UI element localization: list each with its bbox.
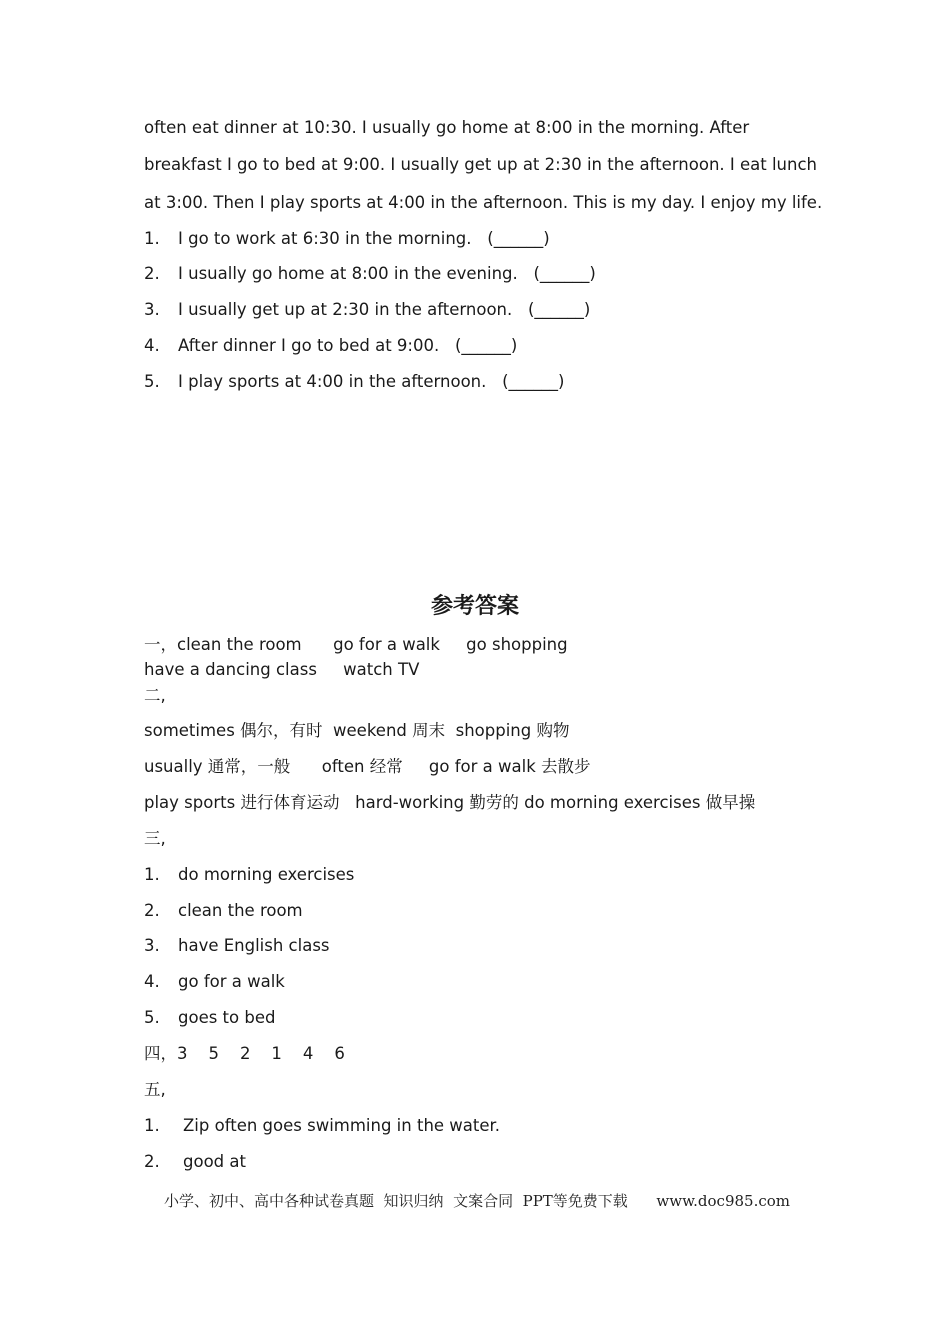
question-text: I usually go home at 8:00 in the evening. (______) [178,264,596,283]
item-text: clean the room [178,901,303,920]
question-number: 5. [144,372,160,391]
item-number: 2. [144,1152,160,1171]
item-text: have English class [178,936,330,955]
section5-item [144,1115,500,1137]
question-number: 4. [144,336,160,355]
item-text: go for a walk [178,972,285,991]
section1-line: have a dancing class watch TV [144,660,420,679]
question-number: 2. [144,264,160,283]
question-item [144,228,550,250]
question-number: 1. [144,229,160,248]
question-text: I usually get up at 2:30 in the afternoon. (______) [178,300,591,319]
item-number: 5. [144,1008,160,1027]
answers-title: 参考答案 [430,594,519,619]
section3-heading: 三, [144,829,166,848]
item-number: 1. [144,865,160,884]
question-text: I go to work at 6:30 in the morning. (______) [178,229,550,248]
section2-line: sometimes 偶尔，有时 weekend 周末 shopping 购物 [144,721,570,740]
question-number: 3. [144,300,160,319]
section2-line: usually 通常，一般 often 经常 go for a walk 去散步 [144,757,591,776]
footer-promo: 小学、初中、高中各种试卷真题 知识归纳 文案合同 PPT等免费下载 www.doc985.com [164,1192,791,1210]
question-item [144,371,565,393]
question-item [144,335,517,357]
item-text: good at [183,1152,246,1171]
item-number: 4. [144,972,160,991]
item-text: do morning exercises [178,865,355,884]
section5-item [144,1151,246,1173]
item-number: 3. [144,936,160,955]
section1-line: 一，clean the room go for a walk go shopping [144,635,568,654]
section3-item [144,971,285,993]
section3-item [144,1007,275,1029]
question-item [144,299,590,321]
section4-answers: 四，3 5 2 1 4 6 [144,1044,345,1063]
section2-heading: 二, [144,686,166,705]
section3-item [144,900,303,922]
item-text: Zip often goes swimming in the water. [183,1116,501,1135]
section3-item [144,864,354,886]
passage-line: at 3:00. Then I play sports at 4:00 in the afternoon. This is my day. I enjoy my life. [144,193,823,212]
section5-heading: 五, [144,1080,166,1099]
item-text: goes to bed [178,1008,276,1027]
passage-line: breakfast I go to bed at 9:00. I usually get up at 2:30 in the afternoon. I eat lunch [144,155,818,174]
item-number: 1. [144,1116,160,1135]
section2-line: play sports 进行体育运动 hard-working 勤劳的 do morning exercises 做早操 [144,793,756,812]
question-text: After dinner I go to bed at 9:00. (______) [178,336,518,355]
question-item [144,263,596,285]
section3-item [144,935,330,957]
passage-line: often eat dinner at 10:30. I usually go home at 8:00 in the morning. After [144,118,750,137]
question-text: I play sports at 4:00 in the afternoon. (______) [178,372,565,391]
item-number: 2. [144,901,160,920]
